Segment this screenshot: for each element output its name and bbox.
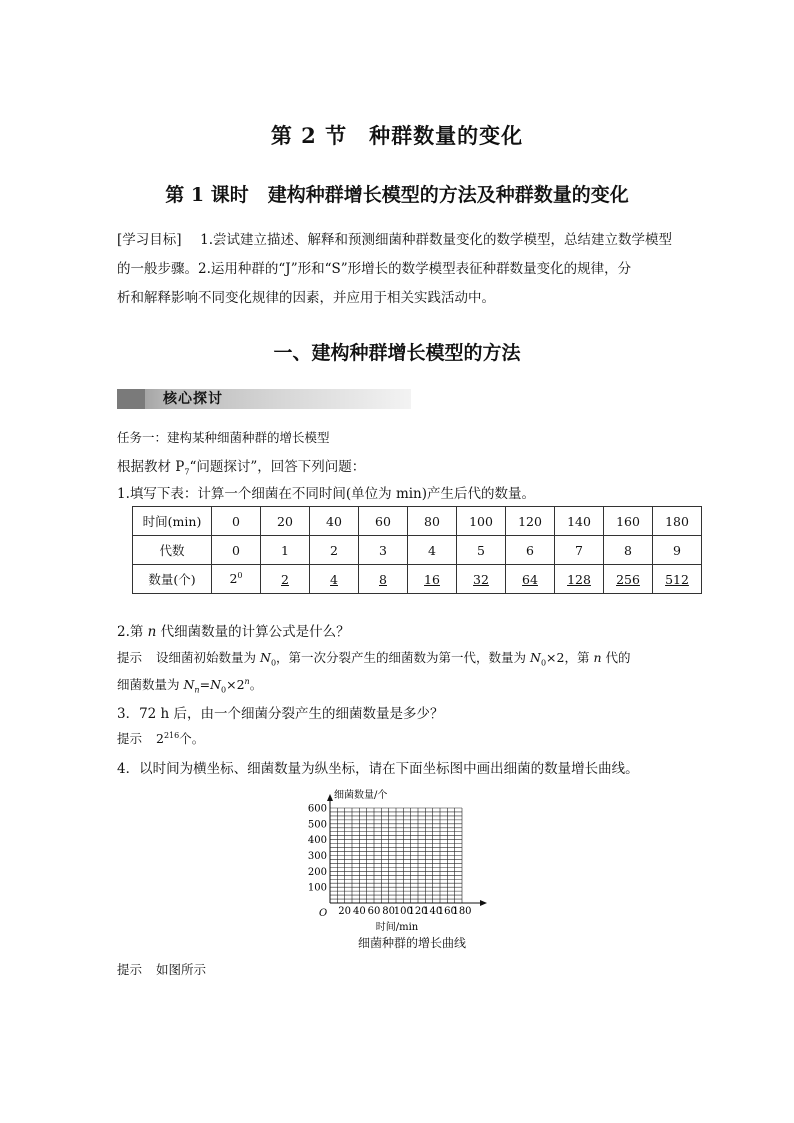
time-cell-3: 60 [359,507,408,536]
a2-N-1: N [260,650,271,665]
count-first-exp: 0 [237,571,243,581]
question-1: 1.填写下表：计算一个细菌在不同时间(单位为 min)产生后代的数量。 [117,486,536,502]
count-cell-7 [555,565,604,594]
time-cell-7: 140 [555,507,604,536]
time-cell-6: 120 [506,507,555,536]
part-heading: 一、建构种群增长模型的方法 [273,342,521,364]
a3-base: 2 [156,731,164,746]
objectives-line-3: 析和解释影响不同变化规律的因素，并应用于相关实践活动中。 [117,290,495,306]
a2-text-c: ×2，第 [546,650,594,665]
hint-label-3: 提示 [117,731,143,746]
q2-suffix: 代细菌数量的计算公式是什么？ [156,624,350,640]
time-cell-0: 0 [212,507,261,536]
x-tick-label: 160 [437,906,457,917]
x-tick-label: 40 [352,906,366,917]
chart-origin: O [319,908,328,919]
a2-N-3: N [183,677,195,692]
objectives-label: [学习目标] [117,232,182,248]
task-title: 任务一：建构某种细菌种群的增长模型 [117,430,330,445]
y-tick-label: 600 [307,803,327,815]
generation-cell-2: 2 [310,536,359,565]
learning-objectives [117,226,677,313]
count-answer: 4 [330,571,338,587]
a3-unit: 个。 [179,731,205,746]
q2-prefix: 2.第 [117,624,148,640]
generation-table [132,506,702,594]
a2-N-2: N [530,650,541,665]
count-answer: 2 [281,571,289,587]
a2-N-4: N [210,677,221,692]
chart-x-ticks [338,906,471,917]
count-cell-1 [261,565,310,594]
core-discussion-banner [117,389,411,409]
banner-accent [117,389,145,409]
count-cell-9 [653,565,702,594]
x-tick-label: 180 [452,906,472,917]
answer-3 [117,729,204,747]
a2-text-a: 设细菌初始数量为 [156,650,260,665]
instruction-page: 7 [184,467,190,477]
answer-2-line-1 [117,648,631,668]
objectives-line-2: 的一般步骤。2.运用种群的“J”形和“S”形增长的数学模型表征种群数量变化的规律，分 [117,261,632,277]
time-cell-1: 20 [261,507,310,536]
row-header-time: 时间(min) [133,507,212,536]
hint-label-4: 提示 [117,962,143,977]
chart-y-arrow [327,794,333,801]
table-row-time [133,507,702,536]
row-header-generation: 代数 [133,536,212,565]
a2-text-d: 代的 [601,650,631,665]
count-cell-3 [359,565,408,594]
instruction-suffix: “问题探讨”，回答下列问题： [189,459,366,475]
generation-cell-0: 0 [212,536,261,565]
generation-cell-7: 7 [555,536,604,565]
generation-cell-8: 8 [604,536,653,565]
hint-label-2: 提示 [117,650,143,665]
lesson-title: 第 1 课时 建构种群增长模型的方法及种群数量的变化 [165,184,629,206]
count-answer: 64 [522,571,538,587]
instruction-prefix: 根据教材 P [117,459,185,475]
chart-grid [330,808,462,903]
count-first-base: 2 [229,571,238,587]
count-cell-8 [604,565,653,594]
a2-text-b: ，第一次分裂产生的细菌数为第一代，数量为 [276,650,531,665]
question-4: 4．以时间为横坐标、细菌数量为纵坐标，请在下面坐标图中画出细菌的数量增长曲线。 [117,761,639,777]
a2-n-1: n [593,650,602,665]
a4-text: 如图所示 [156,962,207,977]
time-cell-2: 40 [310,507,359,536]
y-tick-label: 400 [307,835,327,847]
a2-sub-n-var: n [194,685,200,695]
count-cell-2 [310,565,359,594]
chart-y-label: 细菌数量/个 [334,790,388,801]
x-tick-label: 120 [408,906,428,917]
banner-label: 核心探讨 [163,391,223,407]
y-tick-label: 100 [307,882,327,894]
growth-chart [300,786,490,936]
chart-y-ticks [308,804,327,894]
x-tick-label: 20 [338,906,352,917]
answer-2-line-2 [117,675,262,695]
y-tick-label: 500 [307,819,327,831]
answer-4 [117,960,206,978]
y-tick-label: 300 [307,851,327,862]
chart-x-label: 时间/min [375,922,419,933]
x-tick-label: 80 [382,906,396,917]
a2-end: 。 [249,677,263,692]
a3-exp: 216 [163,730,180,740]
chart-x-arrow [480,900,487,906]
count-cell-6 [506,565,555,594]
a2-sub-2: 0 [540,658,547,668]
count-answer: 256 [616,571,640,587]
generation-cell-1: 1 [261,536,310,565]
time-cell-4: 80 [408,507,457,536]
count-answer: 8 [379,571,387,587]
chart-caption: 细菌种群的增长曲线 [357,936,466,950]
x-tick-label: 100 [393,906,413,917]
count-cell-0 [212,565,261,594]
generation-cell-5: 5 [457,536,506,565]
count-answer: 512 [665,571,689,587]
a2-sup-n-var: n [244,676,250,686]
generation-cell-6: 6 [506,536,555,565]
a2-text-e: 细菌数量为 [117,677,184,692]
a2-sub-4: 0 [221,685,227,695]
objectives-line-1: 1.尝试建立描述、解释和预测细菌种群数量变化的数学模型，总结建立数学模型 [200,232,673,248]
section-title: 第 2 节 种群数量的变化 [270,123,524,148]
question-2 [117,620,350,640]
a2-sub-1: 0 [270,658,277,668]
generation-cell-4: 4 [408,536,457,565]
generation-cell-9: 9 [653,536,702,565]
a2-eq: = [199,677,211,692]
time-cell-8: 160 [604,507,653,536]
instruction [117,455,365,477]
generation-cell-3: 3 [359,536,408,565]
q2-var: n [147,624,157,640]
y-tick-label: 200 [307,866,327,878]
table-row-generation [133,536,702,565]
time-cell-9: 180 [653,507,702,536]
count-answer: 128 [567,571,591,587]
x-tick-label: 140 [423,906,443,917]
x-tick-label: 60 [367,906,381,917]
count-answer: 16 [424,571,440,587]
a2-times2: ×2 [226,677,245,692]
count-cell-5 [457,565,506,594]
row-header-count: 数量(个) [133,565,212,594]
count-answer: 32 [473,571,489,587]
time-cell-5: 100 [457,507,506,536]
count-cell-4 [408,565,457,594]
table-row-count [133,565,702,594]
question-3: 3．72 h 后，由一个细菌分裂产生的细菌数量是多少？ [117,706,444,722]
